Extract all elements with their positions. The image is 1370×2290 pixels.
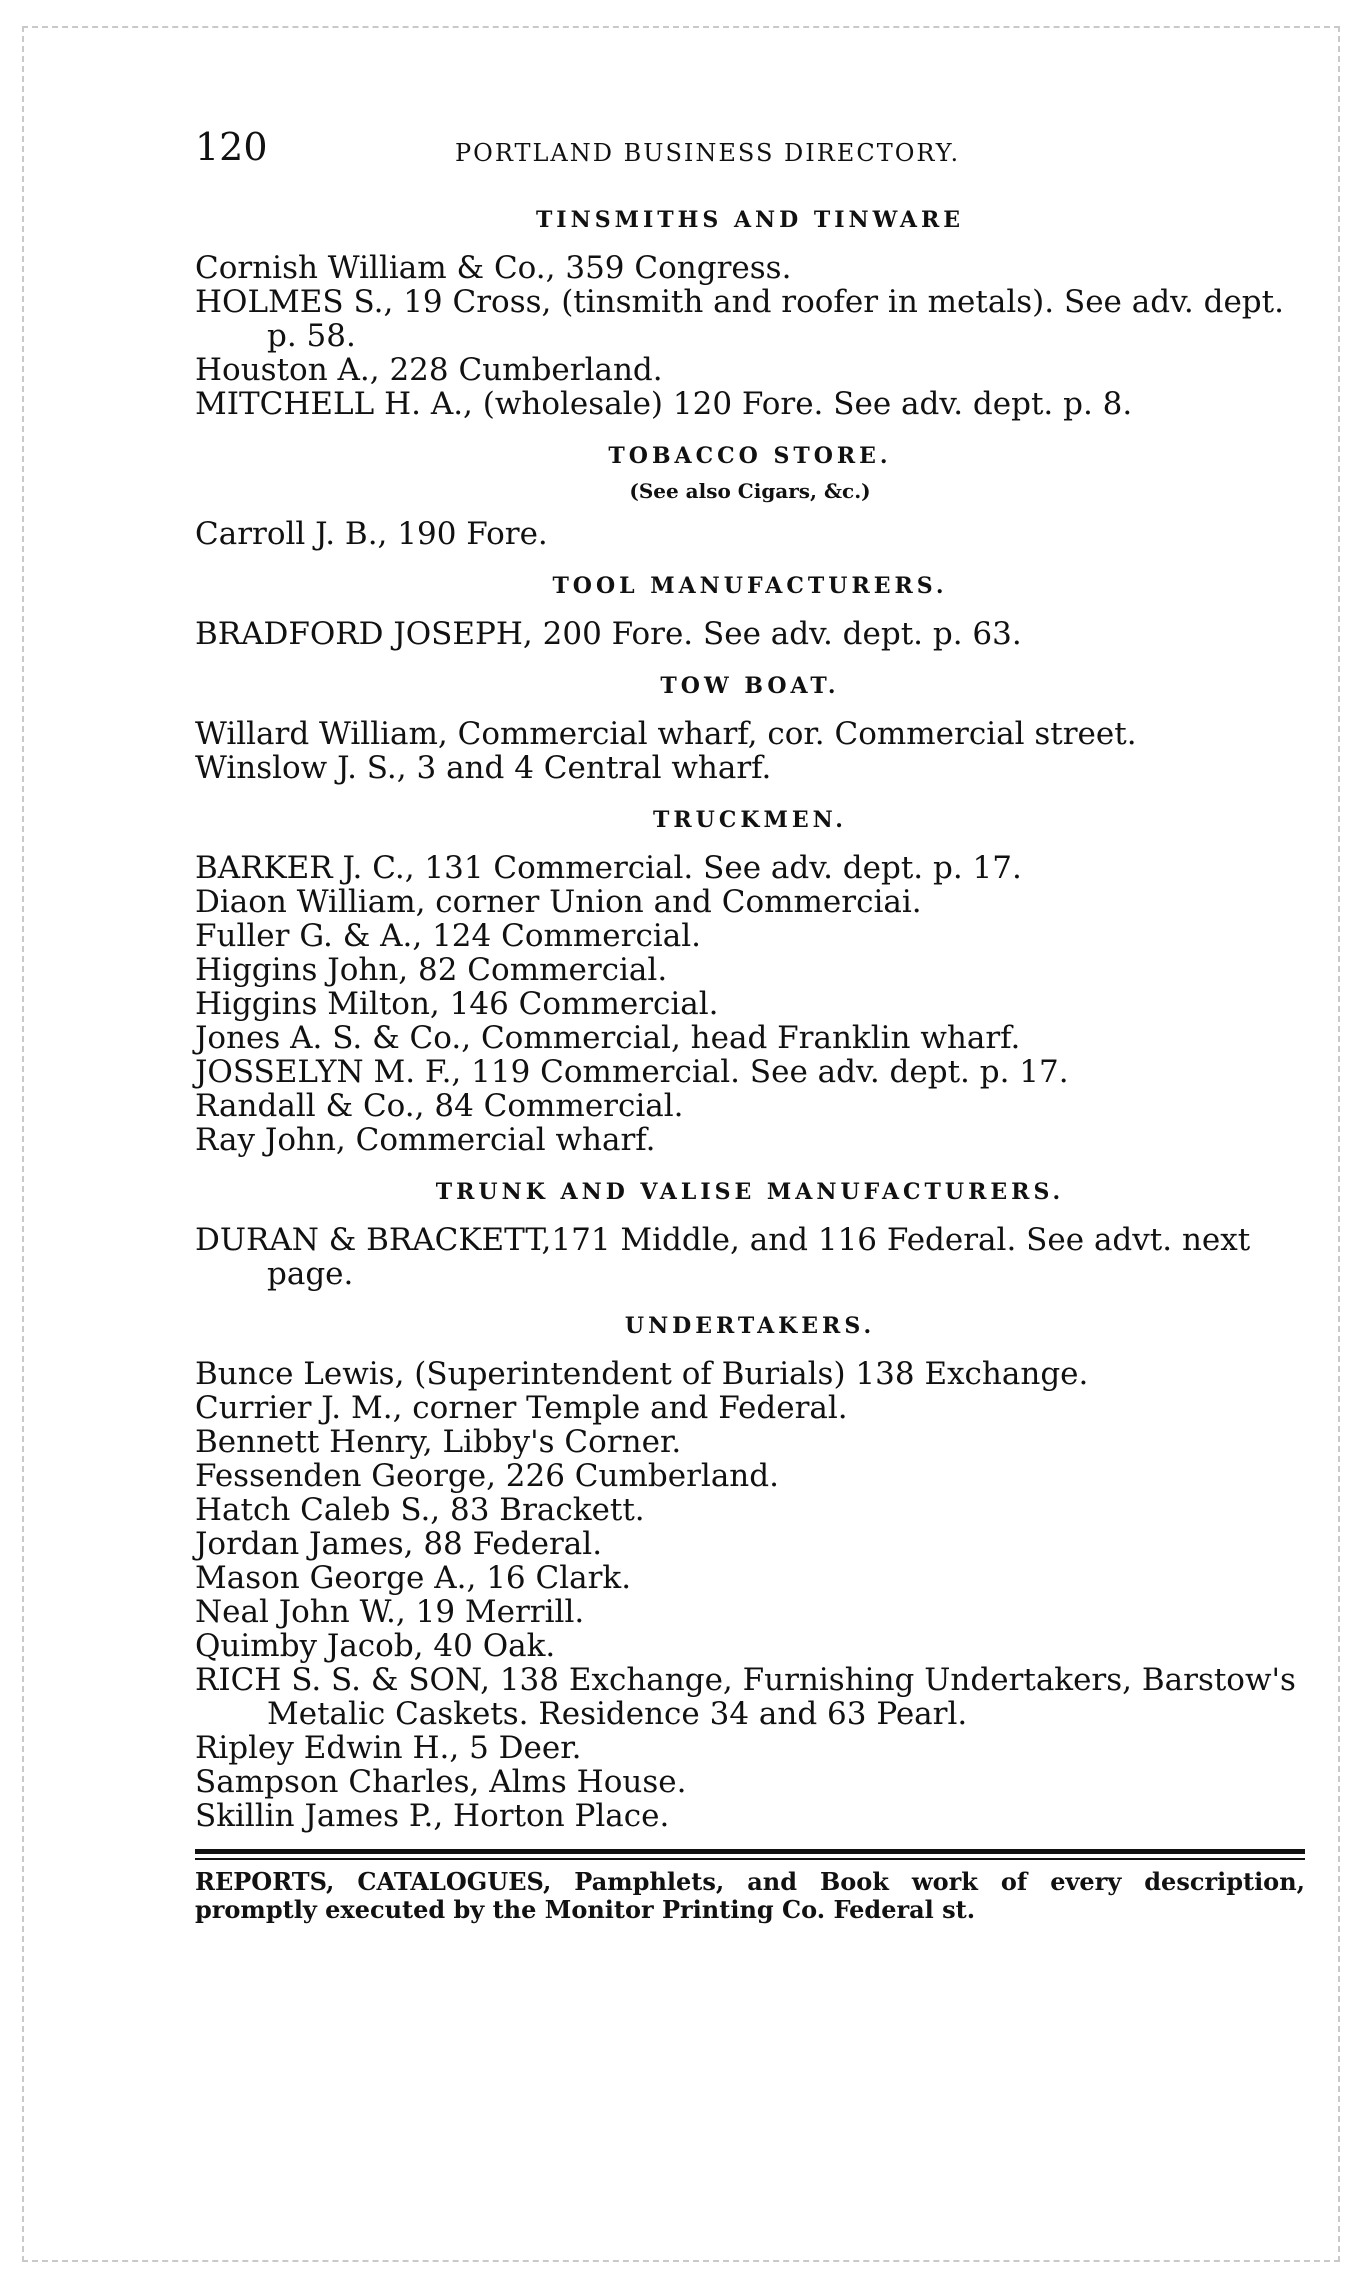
directory-entry: Houston A., 228 Cumberland. <box>195 352 663 388</box>
directory-entry: Mason George A., 16 Clark. <box>195 1560 632 1596</box>
directory-entry: Fessenden George, 226 Cumberland. <box>195 1458 779 1494</box>
directory-entry: Jordan James, 88 Federal. <box>195 1526 603 1562</box>
section-title: TINSMITHS AND TINWARE <box>535 207 965 233</box>
section-title: TRUCKMEN. <box>653 807 847 833</box>
directory-entry: BRADFORD JOSEPH, 200 Fore. See adv. dept. p. 63. <box>195 616 1022 652</box>
directory-entry: MITCHELL H. A., (wholesale) 120 Fore. See adv. dept. p. 8. <box>195 386 1133 422</box>
directory-entry: DURAN & BRACKETT,171 Middle, and 116 Federal. See advt. next page. <box>195 1222 1251 1292</box>
directory-entry: JOSSELYN M. F., 119 Commercial. See adv. dept. p. 17. <box>195 1054 1069 1090</box>
directory-page <box>195 125 1305 1924</box>
directory-entry: Jones A. S. & Co., Commercial, head Franklin wharf. <box>195 1020 1021 1056</box>
directory-entry: BARKER J. C., 131 Commercial. See adv. dept. p. 17. <box>195 850 1022 886</box>
directory-entry: Winslow J. S., 3 and 4 Central wharf. <box>195 750 772 786</box>
directory-entry: Higgins Milton, 146 Commercial. <box>195 986 719 1022</box>
section-title: UNDERTAKERS. <box>624 1313 876 1339</box>
directory-entry: Sampson Charles, Alms House. <box>195 1764 687 1800</box>
section-title: TRUNK AND VALISE MANUFACTURERS. <box>435 1179 1065 1205</box>
directory-entry: Quimby Jacob, 40 Oak. <box>195 1628 556 1664</box>
directory-entry: Higgins John, 82 Commercial. <box>195 952 668 988</box>
directory-entry: Fuller G. & A., 124 Commercial. <box>195 918 701 954</box>
directory-entry: Bennett Henry, Libby's Corner. <box>195 1424 682 1460</box>
directory-entry: Willard William, Commercial wharf, cor. Commercial street. <box>195 716 1137 752</box>
section-title: TOBACCO STORE. <box>608 443 892 469</box>
directory-entry: Carroll J. B., 190 Fore. <box>195 516 548 552</box>
directory-entry: Hatch Caleb S., 83 Brackett. <box>195 1492 645 1528</box>
directory-entry: Currier J. M., corner Temple and Federal. <box>195 1390 848 1426</box>
directory-entry: Neal John W., 19 Merrill. <box>195 1594 585 1630</box>
section-title: TOOL MANUFACTURERS. <box>552 573 948 599</box>
directory-sections <box>195 207 1305 1833</box>
footer-advertisement: REPORTS, CATALOGUES, Pamphlets, and Book work of every description, promptly executed by the Monitor Printing Co. Federal st. <box>195 1867 1305 1924</box>
directory-entry: Skillin James P., Horton Place. <box>195 1798 670 1834</box>
section-title: TOW BOAT. <box>660 673 840 699</box>
directory-entry: Diaon William, corner Union and Commerciai. <box>195 884 922 920</box>
directory-entry: Cornish William & Co., 359 Congress. <box>195 250 792 286</box>
running-title: PORTLAND BUSINESS DIRECTORY. <box>455 139 961 167</box>
directory-entry: Ripley Edwin H., 5 Deer. <box>195 1730 582 1766</box>
directory-entry: Ray John, Commercial wharf. <box>195 1122 656 1158</box>
page-number: 120 <box>195 125 268 169</box>
directory-entry: HOLMES S., 19 Cross, (tinsmith and roofer in metals). See adv. dept. p. 58. <box>195 284 1284 354</box>
section-note: (See also Cigars, &c.) <box>629 479 871 503</box>
directory-entry: Randall & Co., 84 Commercial. <box>195 1088 684 1124</box>
footer-rule-thin <box>195 1858 1305 1860</box>
directory-entry: Bunce Lewis, (Superintendent of Burials) 138 Exchange. <box>195 1356 1089 1392</box>
directory-entry: RICH S. S. & SON, 138 Exchange, Furnishing Undertakers, Barstow's Metalic Caskets. Residence 34 and 63 Pearl. <box>195 1662 1296 1732</box>
footer-rule-thick <box>195 1849 1305 1854</box>
page-header <box>195 125 1305 185</box>
